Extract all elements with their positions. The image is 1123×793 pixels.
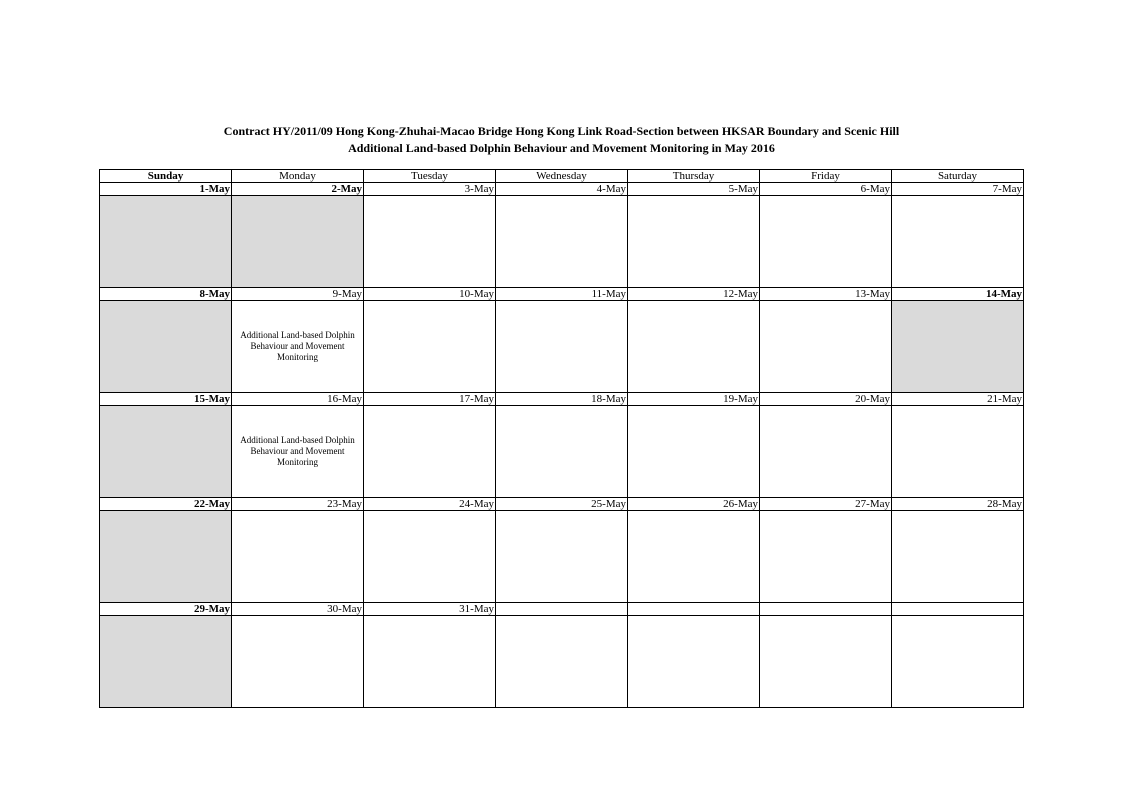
date-cell: 31-May	[364, 603, 496, 616]
week-2-date-row	[100, 288, 1024, 301]
day-cell	[232, 301, 364, 393]
day-cell	[892, 511, 1024, 603]
week-4-date-row	[100, 498, 1024, 511]
date-cell: 10-May	[364, 288, 496, 301]
date-cell: 26-May	[628, 498, 760, 511]
date-cell: 17-May	[364, 393, 496, 406]
date-cell: 8-May	[100, 288, 232, 301]
week-2-body-row	[100, 301, 1024, 393]
day-cell	[628, 616, 760, 708]
date-cell: 7-May	[892, 183, 1024, 196]
date-cell: 23-May	[232, 498, 364, 511]
week-1-body-row	[100, 196, 1024, 288]
week-1-date-row	[100, 183, 1024, 196]
date-cell: 20-May	[760, 393, 892, 406]
monitoring-note: Additional Land-based Dolphin Behaviour and Movement Monitoring	[240, 330, 355, 362]
document-subtitle: Additional Land-based Dolphin Behaviour and Movement Monitoring in May 2016	[348, 141, 775, 155]
weekday-wednesday: Wednesday	[496, 170, 628, 183]
date-cell: 18-May	[496, 393, 628, 406]
monthly-calendar	[99, 169, 1024, 708]
day-cell-holiday	[100, 511, 232, 603]
weekday-header-row	[100, 170, 1024, 183]
date-cell: 6-May	[760, 183, 892, 196]
day-cell	[760, 616, 892, 708]
date-cell: 24-May	[364, 498, 496, 511]
day-cell	[364, 616, 496, 708]
day-cell-holiday	[100, 301, 232, 393]
week-5-date-row	[100, 603, 1024, 616]
day-cell-holiday	[100, 406, 232, 498]
date-cell: 3-May	[364, 183, 496, 196]
date-cell: 28-May	[892, 498, 1024, 511]
day-cell-holiday	[100, 196, 232, 288]
day-cell-holiday	[892, 301, 1024, 393]
date-cell: 15-May	[100, 393, 232, 406]
day-cell	[760, 406, 892, 498]
day-cell	[628, 511, 760, 603]
day-cell	[760, 511, 892, 603]
date-cell: 21-May	[892, 393, 1024, 406]
day-cell	[232, 616, 364, 708]
day-cell	[760, 196, 892, 288]
date-cell	[628, 603, 760, 616]
date-cell: 4-May	[496, 183, 628, 196]
document-title: Contract HY/2011/09 Hong Kong-Zhuhai-Macao Bridge Hong Kong Link Road-Section between HKSAR Boundary and Scenic Hill	[223, 124, 900, 138]
date-cell: 9-May	[232, 288, 364, 301]
weekday-saturday: Saturday	[892, 170, 1024, 183]
day-cell	[364, 196, 496, 288]
week-5-body-row	[100, 616, 1024, 708]
day-cell	[232, 406, 364, 498]
weekday-friday: Friday	[760, 170, 892, 183]
day-cell	[496, 511, 628, 603]
day-cell	[760, 301, 892, 393]
weekday-thursday: Thursday	[628, 170, 760, 183]
date-cell: 13-May	[760, 288, 892, 301]
day-cell	[496, 406, 628, 498]
date-cell	[496, 603, 628, 616]
date-cell: 11-May	[496, 288, 628, 301]
date-cell: 30-May	[232, 603, 364, 616]
day-cell	[892, 196, 1024, 288]
day-cell	[628, 196, 760, 288]
day-cell-holiday	[232, 196, 364, 288]
date-cell: 29-May	[100, 603, 232, 616]
date-cell: 22-May	[100, 498, 232, 511]
date-cell: 14-May	[892, 288, 1024, 301]
day-cell	[232, 511, 364, 603]
date-cell: 12-May	[628, 288, 760, 301]
date-cell	[892, 603, 1024, 616]
day-cell	[496, 196, 628, 288]
date-cell: 16-May	[232, 393, 364, 406]
week-3-body-row	[100, 406, 1024, 498]
date-cell: 27-May	[760, 498, 892, 511]
week-3-date-row	[100, 393, 1024, 406]
weekday-sunday: Sunday	[100, 170, 232, 183]
date-cell: 1-May	[100, 183, 232, 196]
day-cell	[496, 301, 628, 393]
date-cell: 2-May	[232, 183, 364, 196]
date-cell	[760, 603, 892, 616]
date-cell: 5-May	[628, 183, 760, 196]
day-cell	[628, 406, 760, 498]
day-cell	[364, 406, 496, 498]
week-4-body-row	[100, 511, 1024, 603]
day-cell-holiday	[100, 616, 232, 708]
day-cell	[628, 301, 760, 393]
date-cell: 25-May	[496, 498, 628, 511]
date-cell: 19-May	[628, 393, 760, 406]
weekday-monday: Monday	[232, 170, 364, 183]
weekday-tuesday: Tuesday	[364, 170, 496, 183]
day-cell	[892, 616, 1024, 708]
day-cell	[496, 616, 628, 708]
monitoring-note: Additional Land-based Dolphin Behaviour and Movement Monitoring	[240, 435, 355, 467]
day-cell	[364, 511, 496, 603]
day-cell	[364, 301, 496, 393]
day-cell	[892, 406, 1024, 498]
